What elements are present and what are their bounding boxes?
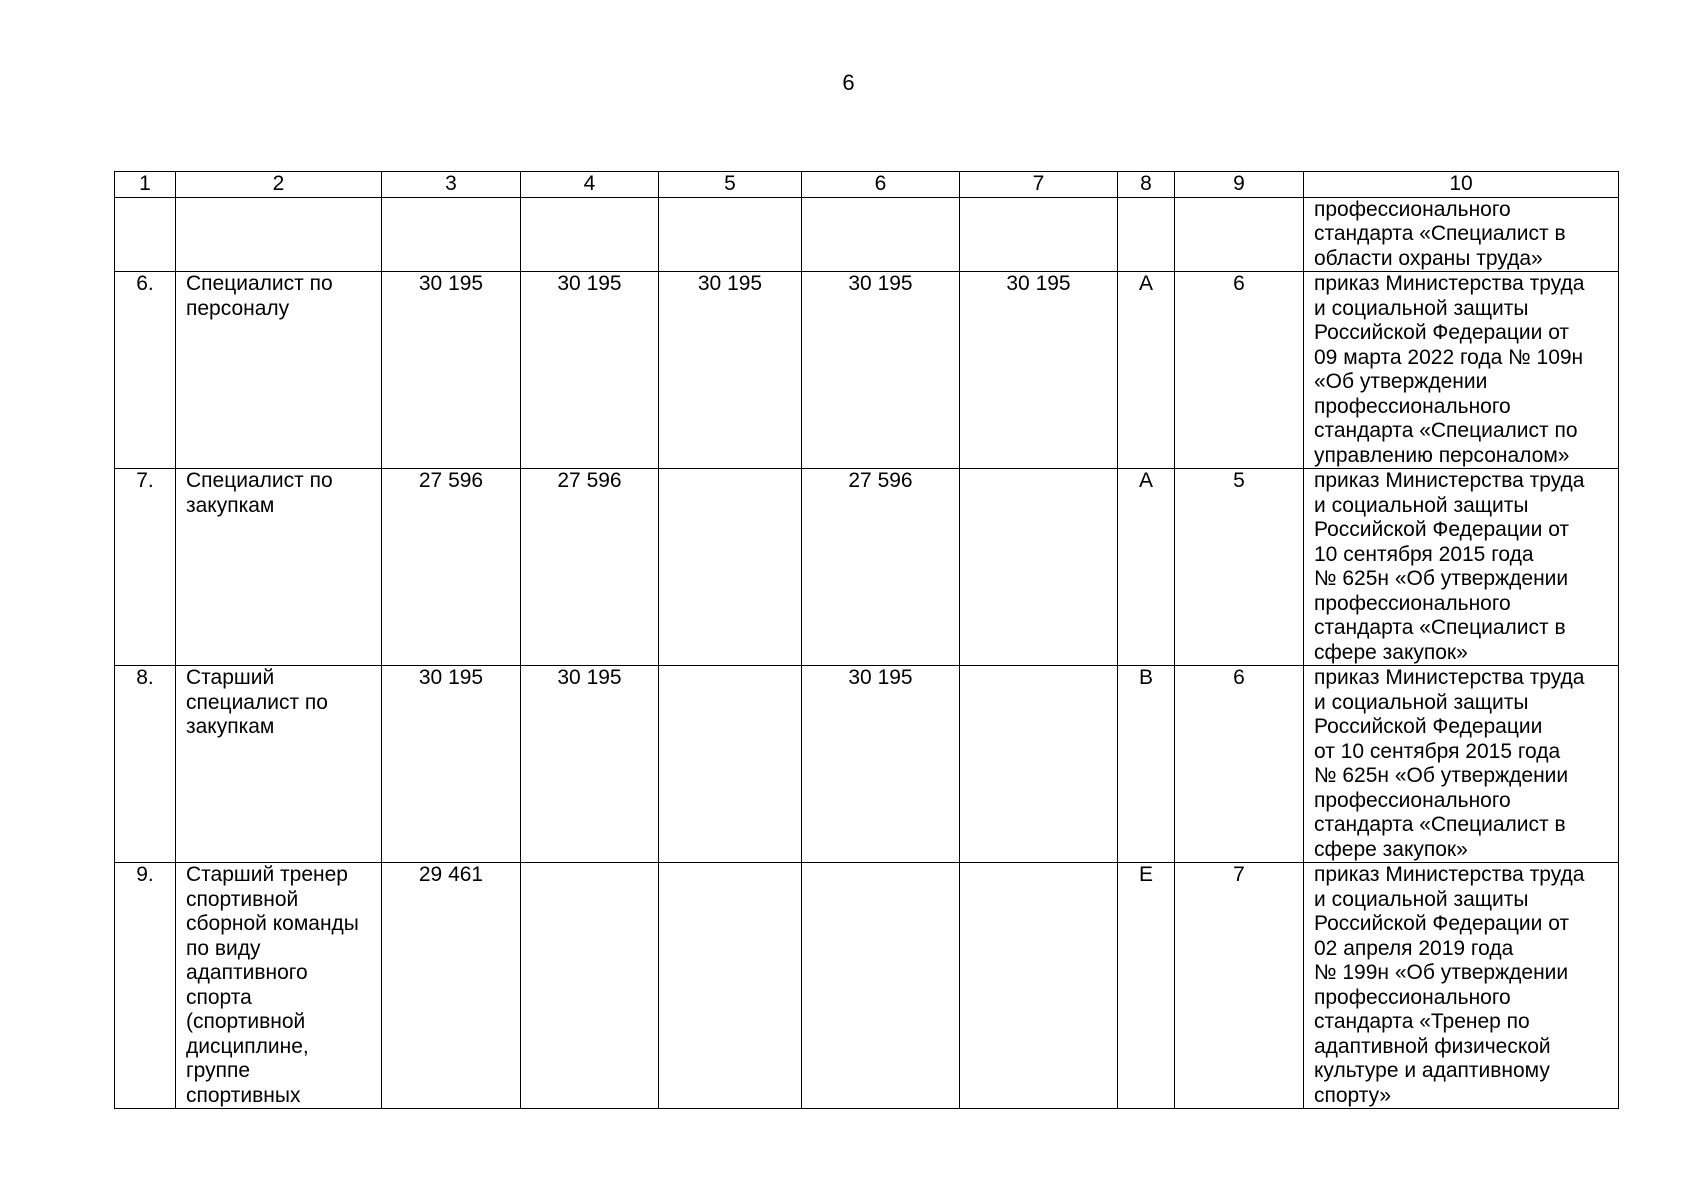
- header-col-10: 10: [1304, 172, 1619, 198]
- position-name-text: Старший специалист по закупкам: [186, 666, 328, 738]
- cell-col-3: 27 596: [382, 469, 521, 666]
- document-text: профессионального стандарта «Специалист в области охраны труда»: [1314, 197, 1566, 270]
- cell-number: 9.: [115, 863, 176, 1109]
- position-name-text: Старший тренер спортивной сборной команды по виду адаптивного спорта (спортивной дисциплине, группе спортивных: [186, 863, 359, 1107]
- document-text: приказ Министерства труда и социальной защиты Российской Федерации от 10 сентября 2015 года № 625н «Об утверждении профессионального стандарта «Специалист в сфере закупок»: [1314, 666, 1585, 861]
- position-name-text: Специалист по персоналу: [186, 272, 333, 320]
- page-number: 6: [842, 70, 855, 95]
- header-col-8: 8: [1118, 172, 1175, 198]
- cell-col-6: 30 195: [802, 272, 960, 469]
- cell-document: [1304, 197, 1619, 272]
- cell-col-8: А: [1118, 469, 1175, 666]
- table-row: [115, 863, 1619, 1109]
- positions-table: [114, 171, 1619, 1109]
- cell-col-9: 5: [1175, 469, 1304, 666]
- cell-col-5: [659, 666, 802, 863]
- header-col-2: 2: [176, 172, 382, 198]
- cell-number: 8.: [115, 666, 176, 863]
- cell-document: [1304, 863, 1619, 1109]
- header-col-6: 6: [802, 172, 960, 198]
- document-text: приказ Министерства труда и социальной защиты Российской Федерации от 10 сентября 2015 года № 625н «Об утверждении профессионального стандарта «Специалист в сфере закупок»: [1314, 469, 1585, 664]
- header-col-1: 1: [115, 172, 176, 198]
- cell-position-name: [176, 863, 382, 1109]
- cell-empty: [659, 197, 802, 272]
- cell-col-5: [659, 863, 802, 1109]
- cell-col-9: 6: [1175, 272, 1304, 469]
- cell-empty: [1118, 197, 1175, 272]
- cell-empty: [521, 197, 659, 272]
- cell-col-8: В: [1118, 666, 1175, 863]
- cell-col-8: А: [1118, 272, 1175, 469]
- cell-document: [1304, 469, 1619, 666]
- document-text: приказ Министерства труда и социальной защиты Российской Федерации от 09 марта 2022 года № 109н «Об утверждении профессионального стандарта «Специалист по управлению персоналом»: [1314, 272, 1585, 467]
- cell-col-6: 30 195: [802, 666, 960, 863]
- cell-col-5: [659, 469, 802, 666]
- table-row: [115, 197, 1619, 272]
- cell-col-4: 27 596: [521, 469, 659, 666]
- header-col-7: 7: [960, 172, 1118, 198]
- cell-document: [1304, 666, 1619, 863]
- header-col-9: 9: [1175, 172, 1304, 198]
- header-col-3: 3: [382, 172, 521, 198]
- cell-empty: [960, 197, 1118, 272]
- table-row: [115, 469, 1619, 666]
- cell-col-3: 30 195: [382, 272, 521, 469]
- cell-col-3: 29 461: [382, 863, 521, 1109]
- cell-col-7: 30 195: [960, 272, 1118, 469]
- cell-col-3: 30 195: [382, 666, 521, 863]
- document-text: приказ Министерства труда и социальной защиты Российской Федерации от 02 апреля 2019 года № 199н «Об утверждении профессионального стандарта «Тренер по адаптивной физической культуре и адаптивному спорту»: [1314, 863, 1585, 1107]
- header-col-5: 5: [659, 172, 802, 198]
- table-row: [115, 272, 1619, 469]
- cell-col-8: Е: [1118, 863, 1175, 1109]
- position-name-text: Специалист по закупкам: [186, 469, 333, 517]
- cell-empty: [382, 197, 521, 272]
- cell-col-7: [960, 863, 1118, 1109]
- cell-position-name: [176, 469, 382, 666]
- table-row: [115, 666, 1619, 863]
- cell-col-7: [960, 666, 1118, 863]
- cell-col-6: 27 596: [802, 469, 960, 666]
- cell-col-4: [521, 863, 659, 1109]
- cell-empty: [802, 197, 960, 272]
- cell-col-9: 7: [1175, 863, 1304, 1109]
- cell-col-7: [960, 469, 1118, 666]
- cell-col-4: 30 195: [521, 666, 659, 863]
- cell-col-9: 6: [1175, 666, 1304, 863]
- cell-number: 7.: [115, 469, 176, 666]
- cell-position-name: [176, 666, 382, 863]
- cell-empty: [115, 197, 176, 272]
- header-col-4: 4: [521, 172, 659, 198]
- cell-empty: [176, 197, 382, 272]
- cell-document: [1304, 272, 1619, 469]
- header-row: [115, 172, 1619, 198]
- cell-empty: [1175, 197, 1304, 272]
- cell-col-5: 30 195: [659, 272, 802, 469]
- cell-position-name: [176, 272, 382, 469]
- cell-col-4: 30 195: [521, 272, 659, 469]
- cell-col-6: [802, 863, 960, 1109]
- cell-number: 6.: [115, 272, 176, 469]
